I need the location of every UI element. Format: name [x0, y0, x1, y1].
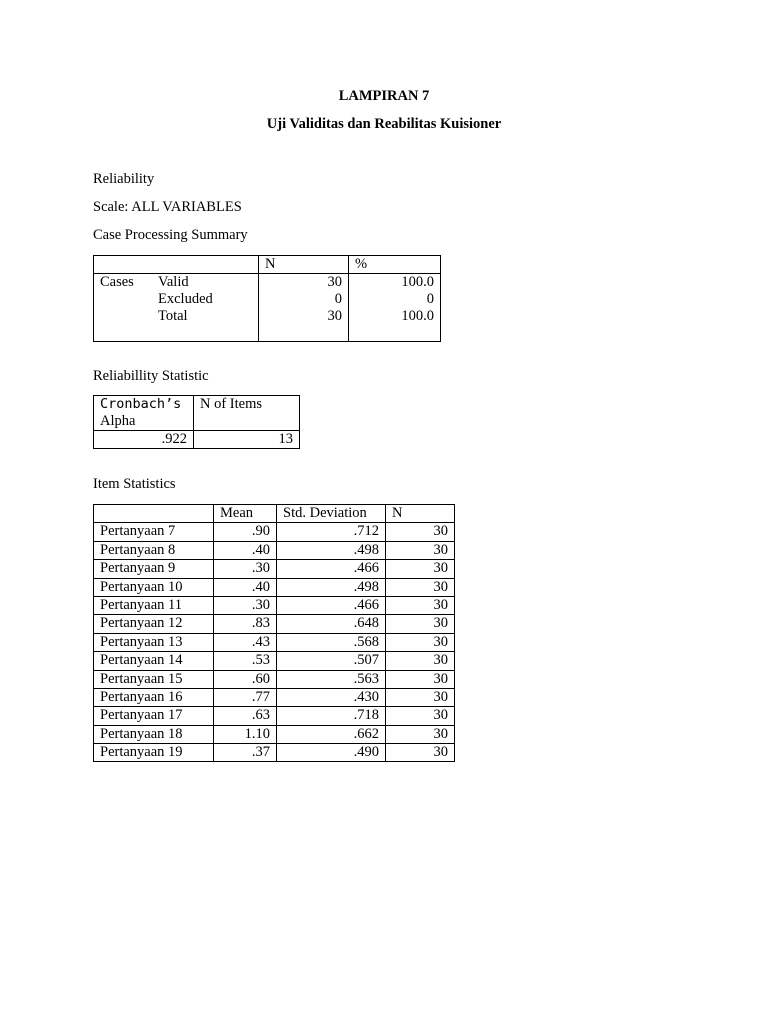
table-row	[94, 541, 455, 559]
item-n-cell: 30	[386, 652, 455, 670]
item-n-cell: 30	[386, 725, 455, 743]
item-sd-cell: .563	[277, 670, 386, 688]
table-row	[94, 707, 455, 725]
item-item-cell: Pertanyaan 7	[94, 523, 214, 541]
case-row-label: Excluded	[158, 291, 213, 307]
header-cell-pct: %	[349, 256, 441, 274]
table-row	[94, 431, 300, 449]
scale-heading: Scale: ALL VARIABLES	[93, 199, 242, 215]
item-sd-cell: .466	[277, 596, 386, 614]
table-row	[94, 744, 455, 762]
item-mean-cell: .63	[214, 707, 277, 725]
header-cell-n: N	[386, 505, 455, 523]
alpha-header-cell	[94, 396, 194, 431]
item-mean-cell: .30	[214, 560, 277, 578]
item-item-cell: Pertanyaan 9	[94, 560, 214, 578]
case-n-value: 30	[327, 274, 342, 290]
table-row	[94, 615, 455, 633]
cases-cell	[94, 274, 259, 342]
reliability-heading: Reliability	[93, 171, 155, 187]
document-title: LAMPIRAN 7	[338, 88, 430, 104]
table-header-row	[94, 396, 300, 431]
header-cell	[94, 505, 214, 523]
item-mean-cell: .53	[214, 652, 277, 670]
table-row	[94, 633, 455, 651]
item-mean-cell: .30	[214, 596, 277, 614]
table-row	[94, 670, 455, 688]
case-summary-heading: Case Processing Summary	[93, 227, 248, 243]
item-statistics-table	[93, 504, 455, 762]
item-n-cell: 30	[386, 688, 455, 706]
case-n-value: 30	[327, 308, 342, 324]
item-item-cell: Pertanyaan 18	[94, 725, 214, 743]
item-sd-cell: .498	[277, 541, 386, 559]
item-mean-cell: 1.10	[214, 725, 277, 743]
item-n-cell: 30	[386, 633, 455, 651]
items-value: 13	[194, 431, 300, 449]
item-sd-cell: .498	[277, 578, 386, 596]
item-item-cell: Pertanyaan 16	[94, 688, 214, 706]
alpha-header-line1: Cronbach’s	[100, 396, 182, 412]
header-cell-n: N	[259, 256, 349, 274]
item-mean-cell: .43	[214, 633, 277, 651]
item-n-cell: 30	[386, 523, 455, 541]
table-row	[94, 652, 455, 670]
header-cell-mean: Mean	[214, 505, 277, 523]
case-row-label: Total	[158, 308, 188, 324]
item-item-cell: Pertanyaan 8	[94, 541, 214, 559]
item-n-cell: 30	[386, 744, 455, 762]
case-n-value: 0	[334, 291, 342, 307]
item-stats-heading: Item Statistics	[93, 476, 176, 492]
case-pct-value: 100.0	[401, 308, 434, 324]
item-mean-cell: .60	[214, 670, 277, 688]
item-mean-cell: .90	[214, 523, 277, 541]
item-mean-cell: .40	[214, 578, 277, 596]
item-sd-cell: .507	[277, 652, 386, 670]
item-sd-cell: .568	[277, 633, 386, 651]
table-header-row	[94, 505, 455, 523]
item-item-cell: Pertanyaan 12	[94, 615, 214, 633]
item-mean-cell: .40	[214, 541, 277, 559]
reliability-stat-heading: Reliabillity Statistic	[93, 368, 209, 384]
items-header-cell: N of Items	[194, 396, 300, 431]
table-header-row	[94, 256, 441, 274]
document-subtitle: Uji Validitas dan Reabilitas Kuisioner	[266, 116, 502, 132]
n-values-cell	[259, 274, 349, 342]
item-item-cell: Pertanyaan 13	[94, 633, 214, 651]
table-row	[94, 578, 455, 596]
alpha-value: .922	[94, 431, 194, 449]
case-processing-table	[93, 255, 441, 342]
item-mean-cell: .77	[214, 688, 277, 706]
case-pct-value: 100.0	[401, 274, 434, 290]
item-item-cell: Pertanyaan 10	[94, 578, 214, 596]
item-sd-cell: .430	[277, 688, 386, 706]
item-n-cell: 30	[386, 541, 455, 559]
item-sd-cell: .662	[277, 725, 386, 743]
item-sd-cell: .490	[277, 744, 386, 762]
alpha-header-line2: Alpha	[100, 413, 136, 429]
item-item-cell: Pertanyaan 11	[94, 596, 214, 614]
item-sd-cell: .648	[277, 615, 386, 633]
case-pct-value: 0	[426, 291, 434, 307]
table-row	[94, 596, 455, 614]
item-sd-cell: .718	[277, 707, 386, 725]
item-n-cell: 30	[386, 615, 455, 633]
table-row	[94, 688, 455, 706]
item-n-cell: 30	[386, 596, 455, 614]
item-mean-cell: .83	[214, 615, 277, 633]
item-sd-cell: .466	[277, 560, 386, 578]
item-n-cell: 30	[386, 670, 455, 688]
table-row	[94, 523, 455, 541]
pct-values-cell	[349, 274, 441, 342]
header-cell-sd: Std. Deviation	[277, 505, 386, 523]
item-n-cell: 30	[386, 707, 455, 725]
header-cell	[94, 256, 259, 274]
item-sd-cell: .712	[277, 523, 386, 541]
table-row	[94, 560, 455, 578]
table-row	[94, 274, 441, 342]
cases-label: Cases	[100, 274, 134, 290]
reliability-stat-table	[93, 395, 300, 449]
case-row-label: Valid	[158, 274, 189, 290]
table-row	[94, 725, 455, 743]
item-item-cell: Pertanyaan 15	[94, 670, 214, 688]
item-item-cell: Pertanyaan 14	[94, 652, 214, 670]
item-item-cell: Pertanyaan 19	[94, 744, 214, 762]
item-n-cell: 30	[386, 560, 455, 578]
item-mean-cell: .37	[214, 744, 277, 762]
item-item-cell: Pertanyaan 17	[94, 707, 214, 725]
item-n-cell: 30	[386, 578, 455, 596]
